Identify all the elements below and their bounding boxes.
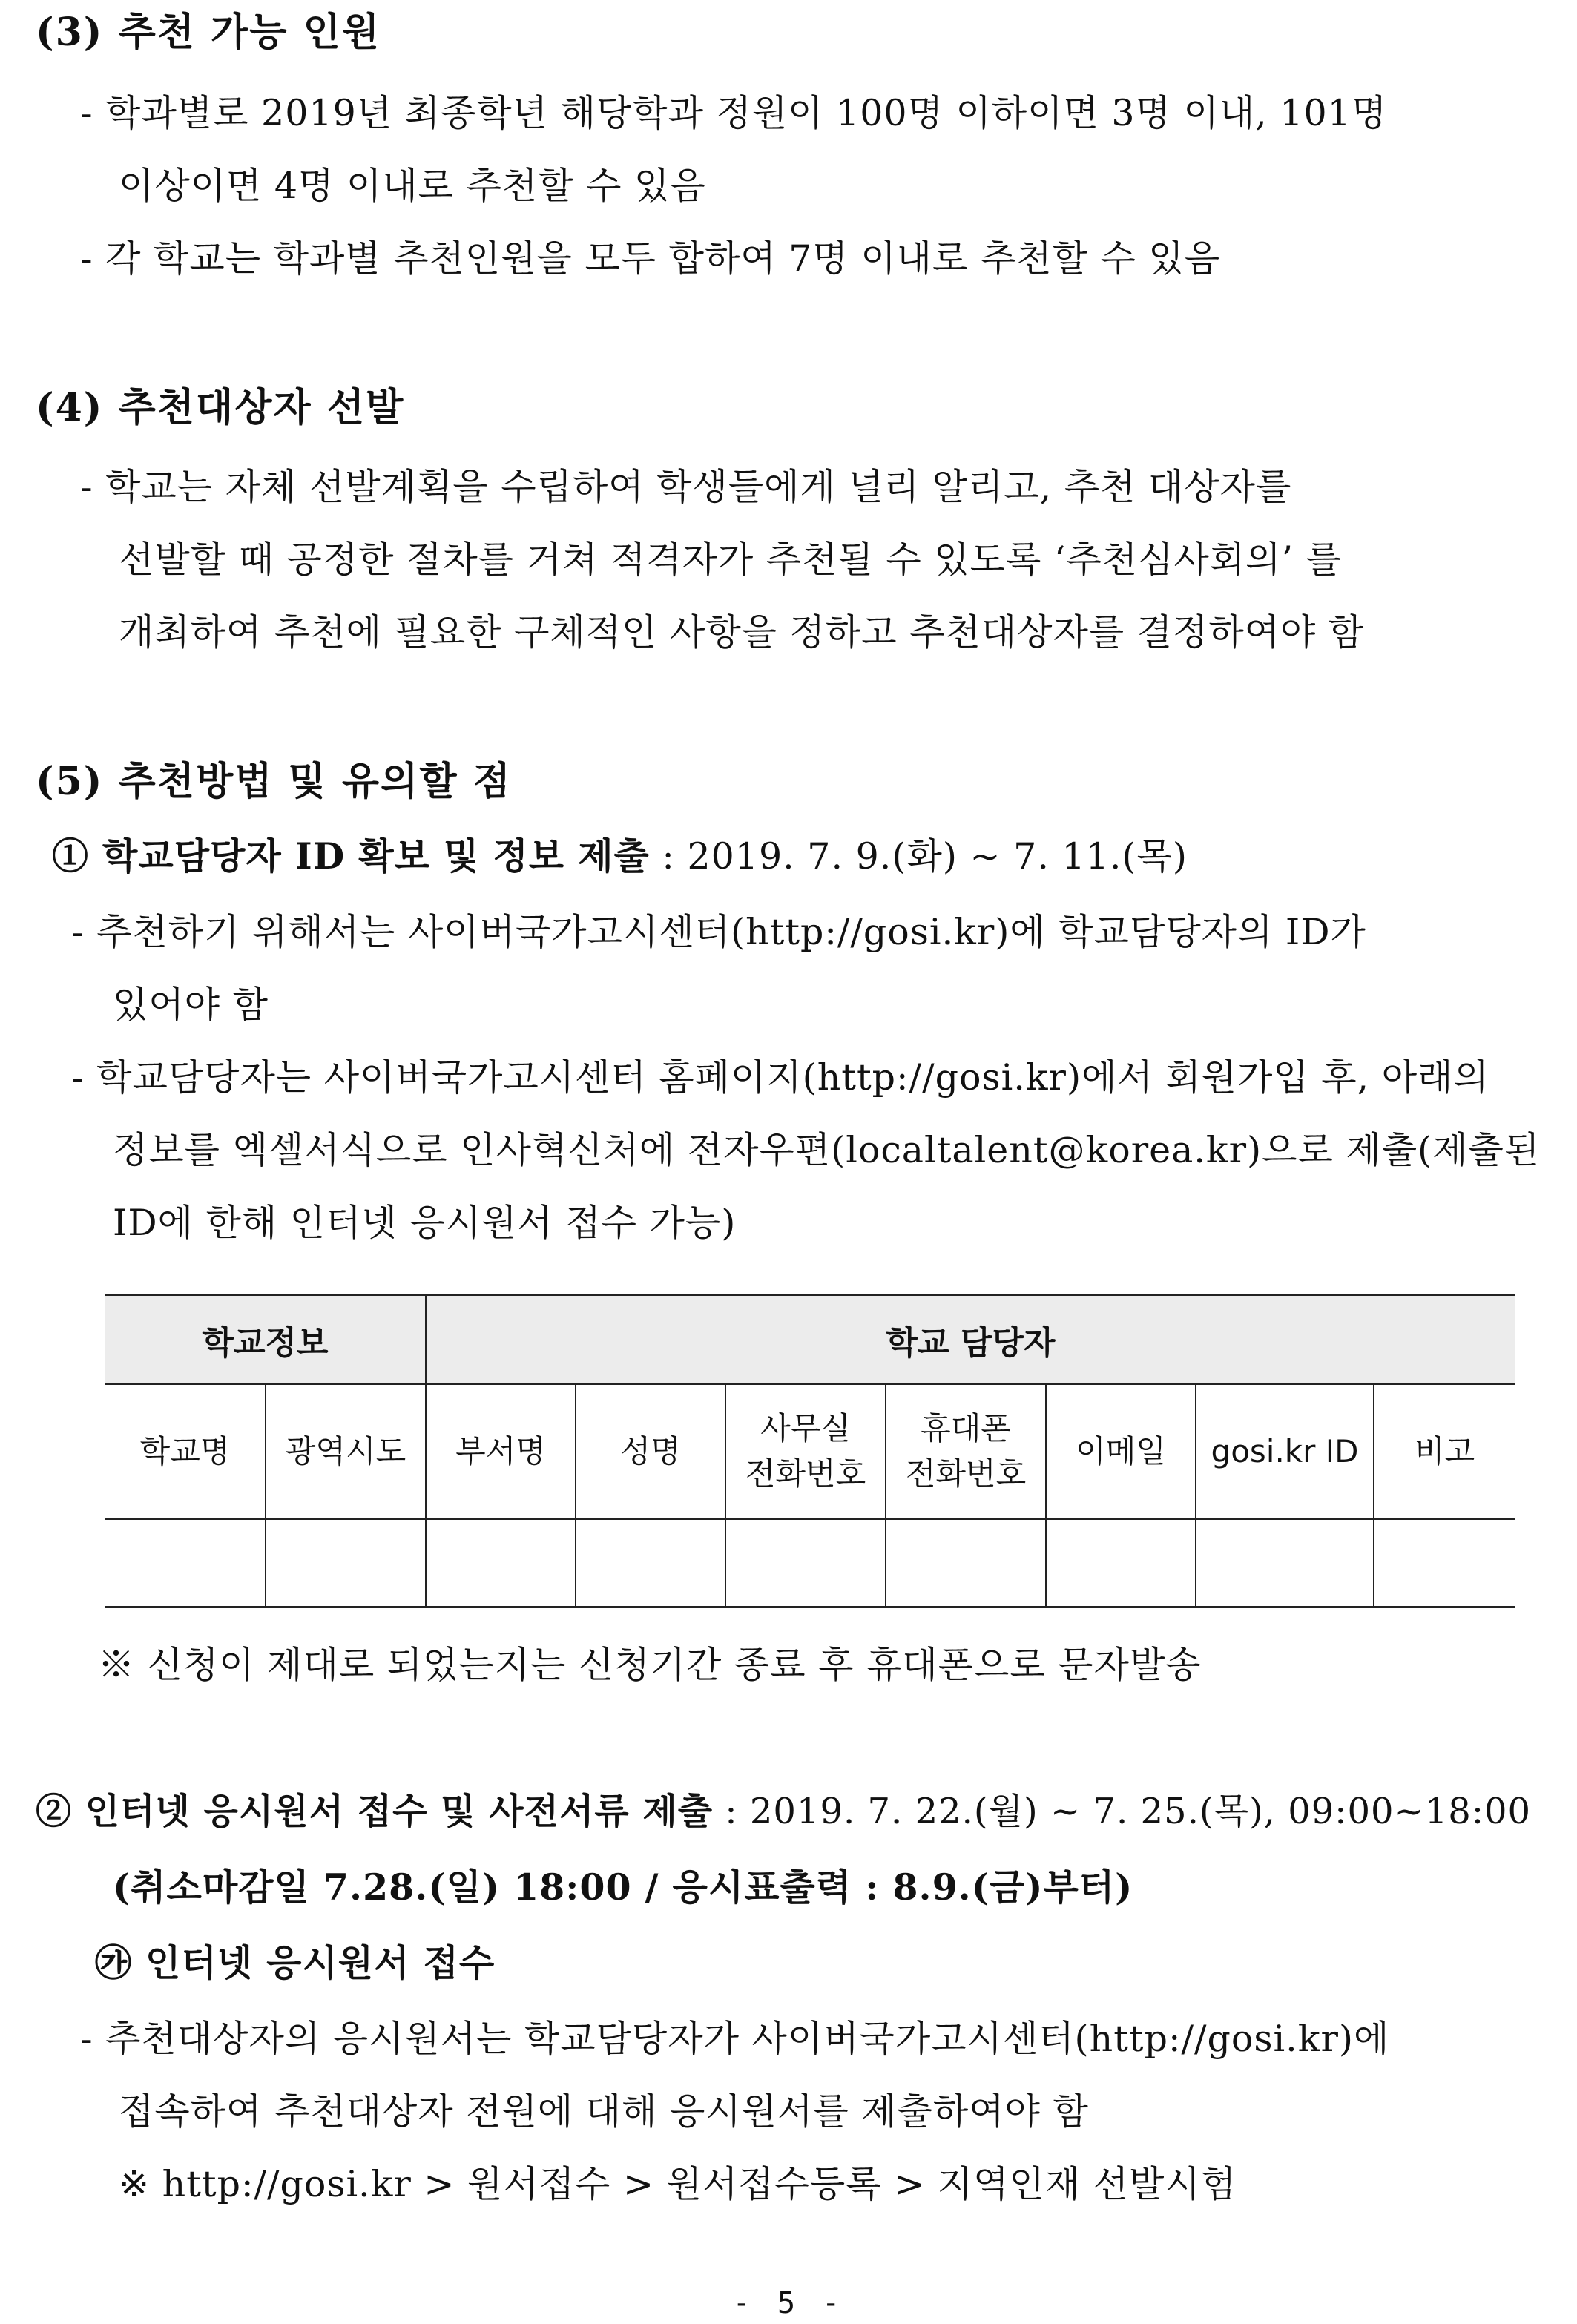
table-group-school-manager: 학교 담당자 [426, 1295, 1515, 1385]
table-cell [886, 1519, 1046, 1607]
section-5-item-2-date: : 2019. 7. 22.(월) ~ 7. 25.(목), 09:00~18:00 [713, 1791, 1532, 1832]
column-department: 부서명 [426, 1384, 576, 1519]
column-office-phone-line-1: 사무실 [760, 1410, 851, 1447]
page-number: - 5 - [732, 2286, 845, 2320]
section-5-item-1-bullet-1-line-1: - 추천하기 위해서는 사이버국가고시센터(http://gosi.kr)에 학교담당자의 ID가 [71, 911, 1366, 953]
column-remarks: 비고 [1374, 1384, 1515, 1519]
section-5-item-1-bullet-2-line-1: - 학교담당자는 사이버국가고시센터 홈페이지(http://gosi.kr)에서 회원가입 후, 아래의 [71, 1056, 1489, 1099]
section-3-heading: (3) 추천 가능 인원 [36, 10, 381, 55]
section-3-bullet-1-line-1: - 학과별로 2019년 최종학년 해당학과 정원이 100명 이하이면 3명 이내, 101명 [80, 92, 1388, 134]
table-group-header-row [105, 1295, 1515, 1385]
column-mobile-phone-line-2: 전화번호 [905, 1455, 1027, 1492]
section-4-heading: (4) 추천대상자 선발 [36, 385, 405, 430]
section-4-bullet-1-line-3: 개최하여 추천에 필요한 구체적인 사항을 정하고 추천대상자를 결정하여야 함 [119, 611, 1365, 654]
section-5-item-1-note: ※ 신청이 제대로 되었는지는 신청기간 종료 후 휴대폰으로 문자발송 [98, 1644, 1202, 1686]
section-5-item-1-date: : 2019. 7. 9.(화) ~ 7. 11.(목) [649, 835, 1188, 878]
column-name: 성명 [576, 1384, 725, 1519]
column-mobile-phone-line-1: 휴대폰 [921, 1410, 1011, 1447]
table-cell [426, 1519, 576, 1607]
table-group-school-info: 학교정보 [105, 1295, 426, 1385]
column-province: 광역시도 [266, 1384, 426, 1519]
section-5-item-1 [52, 835, 1188, 878]
column-gosi-id: gosi.kr ID [1196, 1384, 1374, 1519]
table-cell [1196, 1519, 1374, 1607]
section-5-item-1-bullet-2-line-3: ID에 한해 인터넷 응시원서 접수 가능) [113, 1202, 737, 1244]
section-5-item-1-bullet-2-line-2: 정보를 엑셀서식으로 인사혁신처에 전자우편(localtalent@korea.kr)으로 제출(제출된 [113, 1129, 1541, 1171]
section-4-bullet-1-line-2: 선발할 때 공정한 절차를 거쳐 적격자가 추천될 수 있도록 ‘추천심사회의’ 를 [119, 539, 1342, 581]
table-column-header-row [105, 1384, 1515, 1519]
section-3-bullet-2: - 각 학교는 학과별 추천인원을 모두 합하여 7명 이내로 추천할 수 있음 [80, 237, 1221, 280]
table-cell [725, 1519, 886, 1607]
table-cell [266, 1519, 426, 1607]
column-mobile-phone [886, 1384, 1046, 1519]
section-5-item-2-subheading: ㉮ 인터넷 응시원서 접수 [95, 1941, 496, 1984]
section-3-bullet-1-line-2: 이상이면 4명 이내로 추천할 수 있음 [119, 165, 706, 207]
section-5-item-2-bullet-1-line-1: - 추천대상자의 응시원서는 학교담당자가 사이버국가고시센터(http://gosi.kr)에 [80, 2018, 1390, 2060]
table-cell [105, 1519, 266, 1607]
table-cell [576, 1519, 725, 1607]
section-5-item-2-bullet-1-line-2: 접속하여 추천대상자 전원에 대해 응시원서를 제출하여야 함 [119, 2090, 1089, 2133]
table-cell [1046, 1519, 1196, 1607]
column-email: 이메일 [1046, 1384, 1196, 1519]
column-office-phone-line-2: 전화번호 [745, 1455, 866, 1492]
section-5-item-2-title: ② 인터넷 응시원서 접수 및 사전서류 제출 [36, 1791, 714, 1832]
section-5-heading: (5) 추천방법 및 유의할 점 [36, 759, 512, 804]
section-5-item-1-bullet-1-line-2: 있어야 함 [113, 984, 269, 1026]
table-cell [1374, 1519, 1515, 1607]
section-5-item-1-title: ① 학교담당자 ID 확보 및 정보 제출 [52, 835, 650, 878]
school-info-table-wrapper [105, 1294, 1515, 1604]
column-school-name: 학교명 [105, 1384, 266, 1519]
section-4-bullet-1-line-1: - 학교는 자체 선발계획을 수립하여 학생들에게 널리 알리고, 추천 대상자를 [80, 466, 1292, 508]
column-office-phone [725, 1384, 886, 1519]
table-row [105, 1519, 1515, 1607]
section-5-item-2-subline: (취소마감일 7.28.(일) 18:00 / 응시표출력 : 8.9.(금)부터) [113, 1866, 1133, 1909]
section-5-item-2-path-note: ※ http://gosi.kr > 원서접수 > 원서접수등록 > 지역인재 선발시험 [119, 2163, 1237, 2205]
section-5-item-2 [36, 1791, 1532, 1832]
school-info-table [105, 1294, 1515, 1608]
